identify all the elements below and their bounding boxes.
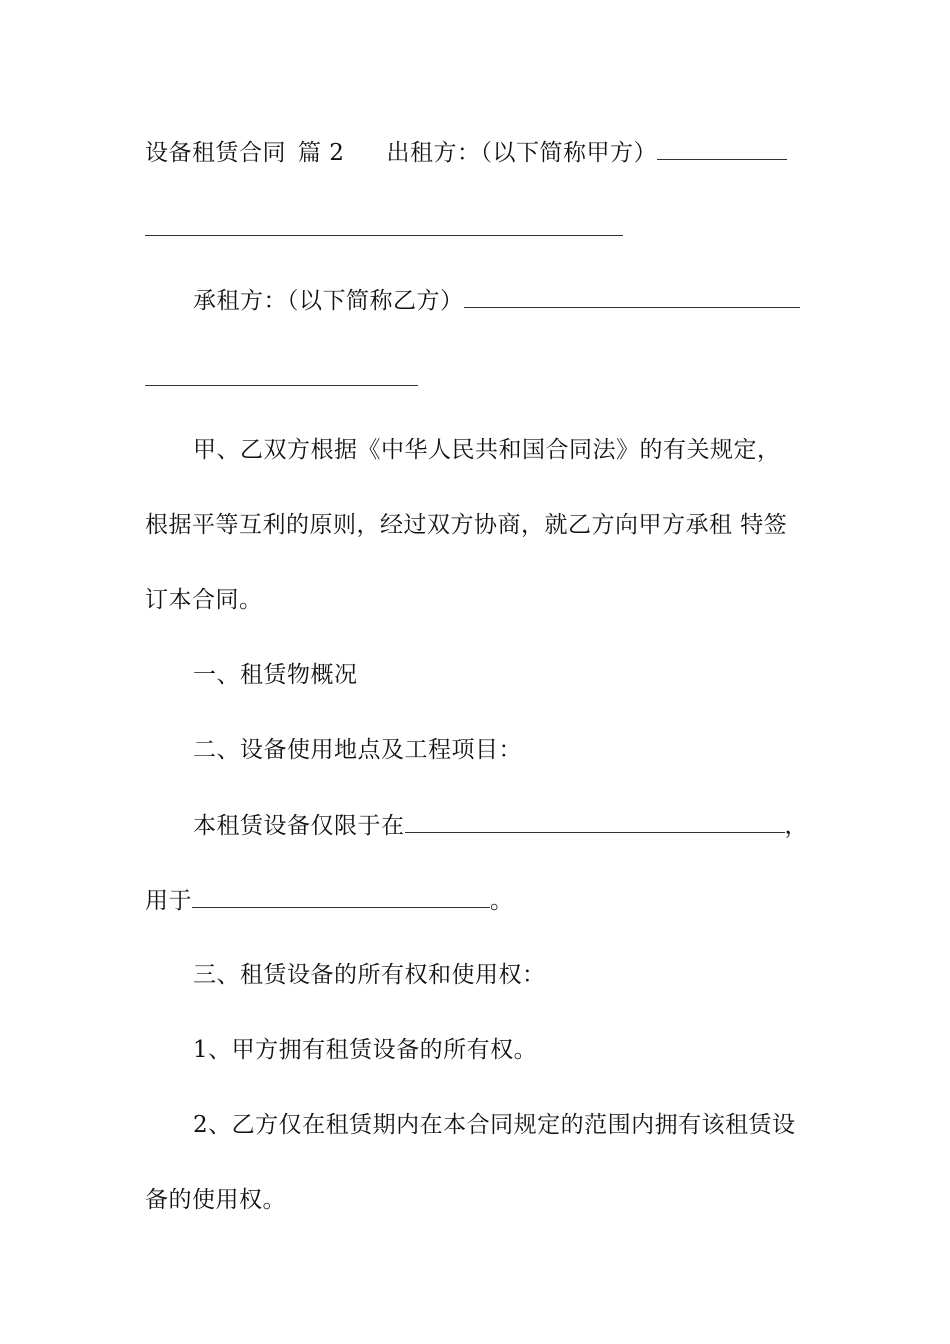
article-3-heading: 三、租赁设备的所有权和使用权： — [193, 962, 546, 988]
clause-3-1: 1、甲方拥有租赁设备的所有权。 — [193, 1037, 538, 1063]
lessee-label: 承租方：（以下简称乙方） — [193, 288, 464, 314]
lessee-line — [193, 285, 800, 316]
usage-blank — [192, 885, 490, 908]
usage-line — [145, 885, 514, 916]
preamble-line-3: 订本合同。 — [145, 587, 263, 613]
title-line — [145, 137, 787, 168]
location-line — [193, 810, 808, 841]
lessor-label: 出租方：（以下简称甲方） — [386, 140, 657, 166]
location-blank — [405, 810, 785, 833]
location-suffix: ， — [784, 813, 808, 839]
clause-3-2-line-2: 备的使用权。 — [145, 1187, 286, 1213]
usage-suffix: 。 — [490, 888, 514, 914]
lessee-blank — [464, 285, 800, 308]
lessor-blank-continued — [145, 235, 623, 236]
clause-3-2-line-1: 2、乙方仅在租赁期内在本合同规定的范围内拥有该租赁设 — [193, 1112, 796, 1138]
article-1-heading: 一、租赁物概况 — [193, 662, 358, 688]
location-prefix: 本租赁设备仅限于在 — [193, 813, 405, 839]
section-number: 篇 2 — [298, 140, 345, 166]
lessee-blank-continued — [145, 385, 418, 386]
lessor-blank — [657, 137, 787, 160]
usage-prefix: 用于 — [145, 888, 192, 914]
preamble-line-1: 甲、乙双方根据《中华人民共和国合同法》的有关规定， — [193, 437, 781, 463]
preamble-line-2: 根据平等互利的原则，经过双方协商，就乙方向甲方承租 特签 — [145, 512, 788, 538]
document-title: 设备租赁合同 — [145, 140, 286, 166]
article-2-heading: 二、设备使用地点及工程项目： — [193, 737, 522, 763]
